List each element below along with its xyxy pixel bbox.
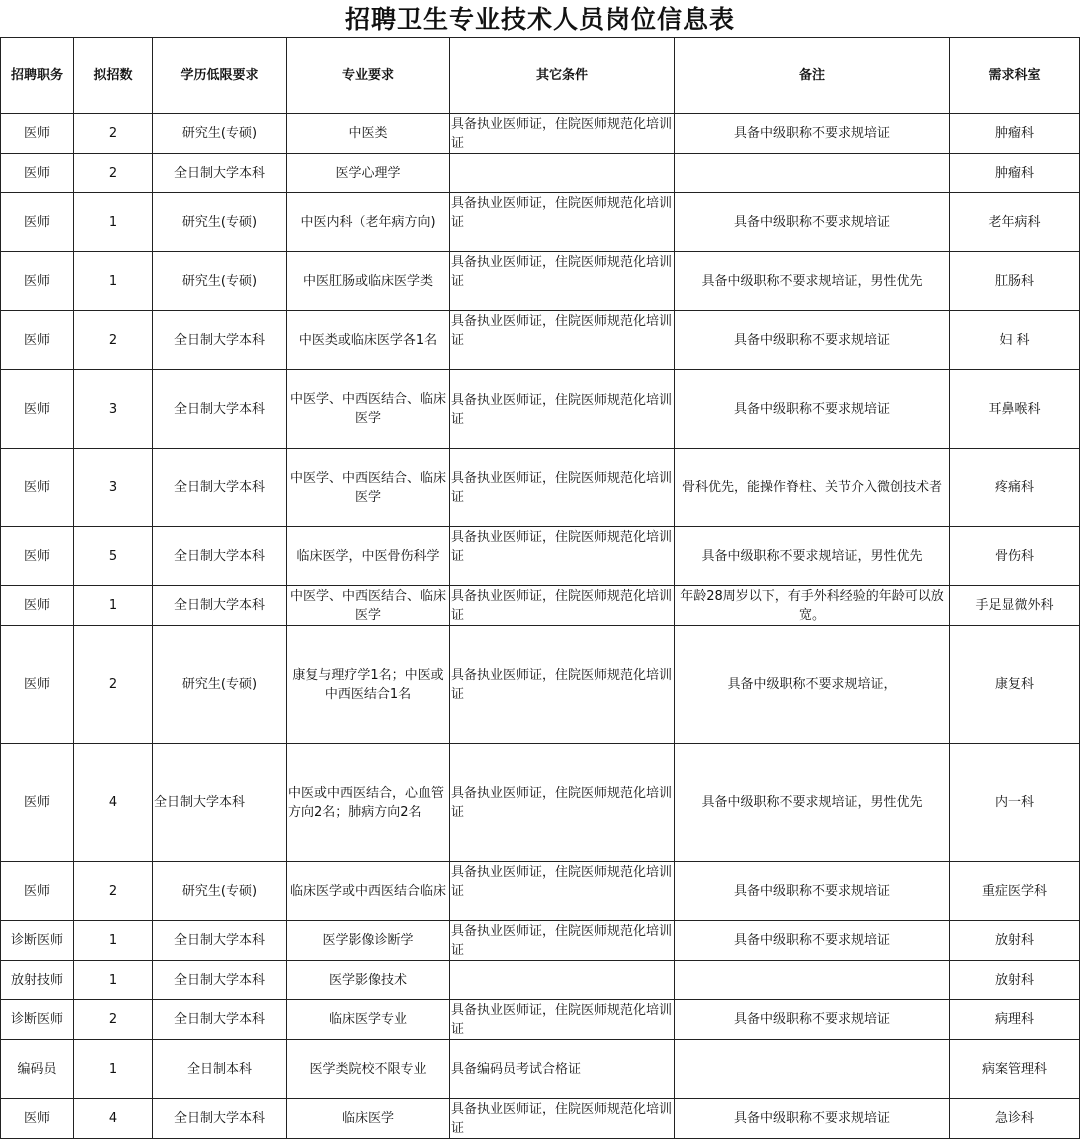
cell-other: 具备执业医师证，住院医师规范化培训证 bbox=[450, 114, 675, 154]
cell-note: 具备中级职称不要求规培证，男性优先 bbox=[675, 527, 950, 586]
cell-major: 中医或中西医结合，心血管方向2名；肺病方向2名 bbox=[287, 744, 450, 862]
cell-education: 全日制大学本科 bbox=[153, 744, 287, 862]
cell-department: 急诊科 bbox=[950, 1099, 1080, 1139]
cell-department: 耳鼻喉科 bbox=[950, 370, 1080, 449]
cell-count: 5 bbox=[74, 527, 153, 586]
cell-note: 具备中级职称不要求规培证 bbox=[675, 311, 950, 370]
cell-education: 全日制大学本科 bbox=[153, 527, 287, 586]
cell-count: 4 bbox=[74, 1099, 153, 1139]
cell-note bbox=[675, 961, 950, 1000]
cell-note: 具备中级职称不要求规培证 bbox=[675, 862, 950, 921]
cell-count: 1 bbox=[74, 1040, 153, 1099]
cell-education: 全日制大学本科 bbox=[153, 449, 287, 527]
table-row bbox=[1, 311, 1080, 370]
table-row bbox=[1, 1040, 1080, 1099]
cell-job: 医师 bbox=[1, 370, 74, 449]
cell-other: 具备执业医师证，住院医师规范化培训证 bbox=[450, 527, 675, 586]
header-other: 其它条件 bbox=[450, 38, 675, 114]
cell-education: 全日制大学本科 bbox=[153, 961, 287, 1000]
cell-job: 医师 bbox=[1, 744, 74, 862]
cell-major: 中医内科（老年病方向) bbox=[287, 193, 450, 252]
cell-department: 病理科 bbox=[950, 1000, 1080, 1040]
cell-note: 具备中级职称不要求规培证 bbox=[675, 370, 950, 449]
table-row bbox=[1, 1000, 1080, 1040]
cell-department: 康复科 bbox=[950, 626, 1080, 744]
header-education: 学历低限要求 bbox=[153, 38, 287, 114]
table-row bbox=[1, 1099, 1080, 1139]
header-count: 拟招数 bbox=[74, 38, 153, 114]
cell-job: 医师 bbox=[1, 626, 74, 744]
cell-other: 具备执业医师证，住院医师规范化培训证 bbox=[450, 370, 675, 449]
table-row bbox=[1, 921, 1080, 961]
cell-note: 具备中级职称不要求规培证 bbox=[675, 1000, 950, 1040]
cell-job: 医师 bbox=[1, 862, 74, 921]
cell-job: 医师 bbox=[1, 1099, 74, 1139]
cell-job: 诊断医师 bbox=[1, 1000, 74, 1040]
cell-count: 2 bbox=[74, 862, 153, 921]
table-row bbox=[1, 370, 1080, 449]
cell-department: 疼痛科 bbox=[950, 449, 1080, 527]
cell-major: 中医类 bbox=[287, 114, 450, 154]
header-department: 需求科室 bbox=[950, 38, 1080, 114]
cell-major: 康复与理疗学1名；中医或中西医结合1名 bbox=[287, 626, 450, 744]
cell-major: 中医肛肠或临床医学类 bbox=[287, 252, 450, 311]
cell-education: 全日制大学本科 bbox=[153, 370, 287, 449]
cell-other bbox=[450, 154, 675, 193]
cell-note: 具备中级职称不要求规培证，男性优先 bbox=[675, 744, 950, 862]
cell-education: 全日制本科 bbox=[153, 1040, 287, 1099]
table-row bbox=[1, 961, 1080, 1000]
cell-education: 研究生(专硕) bbox=[153, 114, 287, 154]
cell-note: 骨科优先，能操作脊柱、关节介入微创技术者 bbox=[675, 449, 950, 527]
cell-count: 2 bbox=[74, 154, 153, 193]
cell-education: 全日制大学本科 bbox=[153, 921, 287, 961]
header-row bbox=[1, 38, 1080, 114]
cell-major: 临床医学，中医骨伤科学 bbox=[287, 527, 450, 586]
cell-note: 具备中级职称不要求规培证 bbox=[675, 114, 950, 154]
cell-note: 具备中级职称不要求规培证，男性优先 bbox=[675, 252, 950, 311]
cell-other: 具备编码员考试合格证 bbox=[450, 1040, 675, 1099]
cell-note: 具备中级职称不要求规培证 bbox=[675, 193, 950, 252]
cell-job: 医师 bbox=[1, 114, 74, 154]
header-job: 招聘职务 bbox=[1, 38, 74, 114]
cell-other: 具备执业医师证，住院医师规范化培训证 bbox=[450, 252, 675, 311]
cell-major: 医学心理学 bbox=[287, 154, 450, 193]
cell-job: 医师 bbox=[1, 193, 74, 252]
cell-education: 研究生(专硕) bbox=[153, 193, 287, 252]
cell-other: 具备执业医师证，住院医师规范化培训证 bbox=[450, 1099, 675, 1139]
cell-job: 放射技师 bbox=[1, 961, 74, 1000]
cell-education: 全日制大学本科 bbox=[153, 154, 287, 193]
cell-major: 中医学、中西医结合、临床医学 bbox=[287, 586, 450, 626]
cell-note: 年龄28周岁以下，有手外科经验的年龄可以放宽。 bbox=[675, 586, 950, 626]
cell-education: 全日制大学本科 bbox=[153, 1099, 287, 1139]
cell-other: 具备执业医师证，住院医师规范化培训证 bbox=[450, 193, 675, 252]
cell-education: 研究生(专硕) bbox=[153, 252, 287, 311]
table-row bbox=[1, 744, 1080, 862]
cell-education: 全日制大学本科 bbox=[153, 586, 287, 626]
cell-job: 医师 bbox=[1, 154, 74, 193]
cell-count: 3 bbox=[74, 370, 153, 449]
cell-other: 具备执业医师证，住院医师规范化培训证 bbox=[450, 921, 675, 961]
table-row bbox=[1, 252, 1080, 311]
cell-note bbox=[675, 154, 950, 193]
table-row bbox=[1, 154, 1080, 193]
cell-count: 2 bbox=[74, 311, 153, 370]
cell-department: 妇 科 bbox=[950, 311, 1080, 370]
cell-department: 内一科 bbox=[950, 744, 1080, 862]
table-row bbox=[1, 193, 1080, 252]
cell-count: 1 bbox=[74, 961, 153, 1000]
cell-other bbox=[450, 961, 675, 1000]
table-row bbox=[1, 449, 1080, 527]
cell-count: 2 bbox=[74, 1000, 153, 1040]
cell-department: 骨伤科 bbox=[950, 527, 1080, 586]
cell-other: 具备执业医师证，住院医师规范化培训证 bbox=[450, 862, 675, 921]
cell-count: 3 bbox=[74, 449, 153, 527]
header-note: 备注 bbox=[675, 38, 950, 114]
cell-department: 放射科 bbox=[950, 921, 1080, 961]
cell-job: 医师 bbox=[1, 586, 74, 626]
cell-note: 具备中级职称不要求规培证 bbox=[675, 921, 950, 961]
cell-note: 具备中级职称不要求规培证， bbox=[675, 626, 950, 744]
cell-education: 研究生(专硕) bbox=[153, 626, 287, 744]
cell-major: 医学影像诊断学 bbox=[287, 921, 450, 961]
cell-count: 1 bbox=[74, 193, 153, 252]
cell-job: 医师 bbox=[1, 252, 74, 311]
table-row bbox=[1, 114, 1080, 154]
cell-department: 肿瘤科 bbox=[950, 154, 1080, 193]
cell-count: 2 bbox=[74, 626, 153, 744]
cell-other: 具备执业医师证，住院医师规范化培训证 bbox=[450, 626, 675, 744]
cell-count: 2 bbox=[74, 114, 153, 154]
cell-department: 手足显微外科 bbox=[950, 586, 1080, 626]
cell-job: 医师 bbox=[1, 311, 74, 370]
cell-job: 医师 bbox=[1, 449, 74, 527]
cell-note: 具备中级职称不要求规培证 bbox=[675, 1099, 950, 1139]
cell-major: 中医类或临床医学各1名 bbox=[287, 311, 450, 370]
cell-count: 1 bbox=[74, 921, 153, 961]
cell-department: 老年病科 bbox=[950, 193, 1080, 252]
cell-department: 放射科 bbox=[950, 961, 1080, 1000]
page-title: 招聘卫生专业技术人员岗位信息表 bbox=[344, 5, 735, 34]
cell-count: 1 bbox=[74, 586, 153, 626]
cell-other: 具备执业医师证，住院医师规范化培训证 bbox=[450, 311, 675, 370]
cell-department: 肛肠科 bbox=[950, 252, 1080, 311]
cell-major: 中医学、中西医结合、临床医学 bbox=[287, 370, 450, 449]
cell-major: 医学类院校不限专业 bbox=[287, 1040, 450, 1099]
positions-table bbox=[0, 37, 1080, 1139]
table-row bbox=[1, 862, 1080, 921]
cell-count: 4 bbox=[74, 744, 153, 862]
cell-department: 肿瘤科 bbox=[950, 114, 1080, 154]
cell-note bbox=[675, 1040, 950, 1099]
cell-education: 研究生(专硕) bbox=[153, 862, 287, 921]
cell-other: 具备执业医师证，住院医师规范化培训证 bbox=[450, 1000, 675, 1040]
cell-major: 临床医学 bbox=[287, 1099, 450, 1139]
cell-education: 全日制大学本科 bbox=[153, 311, 287, 370]
cell-major: 临床医学专业 bbox=[287, 1000, 450, 1040]
cell-major: 医学影像技术 bbox=[287, 961, 450, 1000]
header-major: 专业要求 bbox=[287, 38, 450, 114]
cell-education: 全日制大学本科 bbox=[153, 1000, 287, 1040]
cell-department: 重症医学科 bbox=[950, 862, 1080, 921]
cell-count: 1 bbox=[74, 252, 153, 311]
cell-job: 编码员 bbox=[1, 1040, 74, 1099]
cell-other: 具备执业医师证，住院医师规范化培训证 bbox=[450, 586, 675, 626]
cell-job: 诊断医师 bbox=[1, 921, 74, 961]
table-row bbox=[1, 626, 1080, 744]
cell-job: 医师 bbox=[1, 527, 74, 586]
table-row bbox=[1, 586, 1080, 626]
cell-department: 病案管理科 bbox=[950, 1040, 1080, 1099]
cell-other: 具备执业医师证，住院医师规范化培训证 bbox=[450, 449, 675, 527]
table-row bbox=[1, 527, 1080, 586]
cell-other: 具备执业医师证，住院医师规范化培训证 bbox=[450, 744, 675, 862]
cell-major: 中医学、中西医结合、临床医学 bbox=[287, 449, 450, 527]
cell-major: 临床医学或中西医结合临床 bbox=[287, 862, 450, 921]
